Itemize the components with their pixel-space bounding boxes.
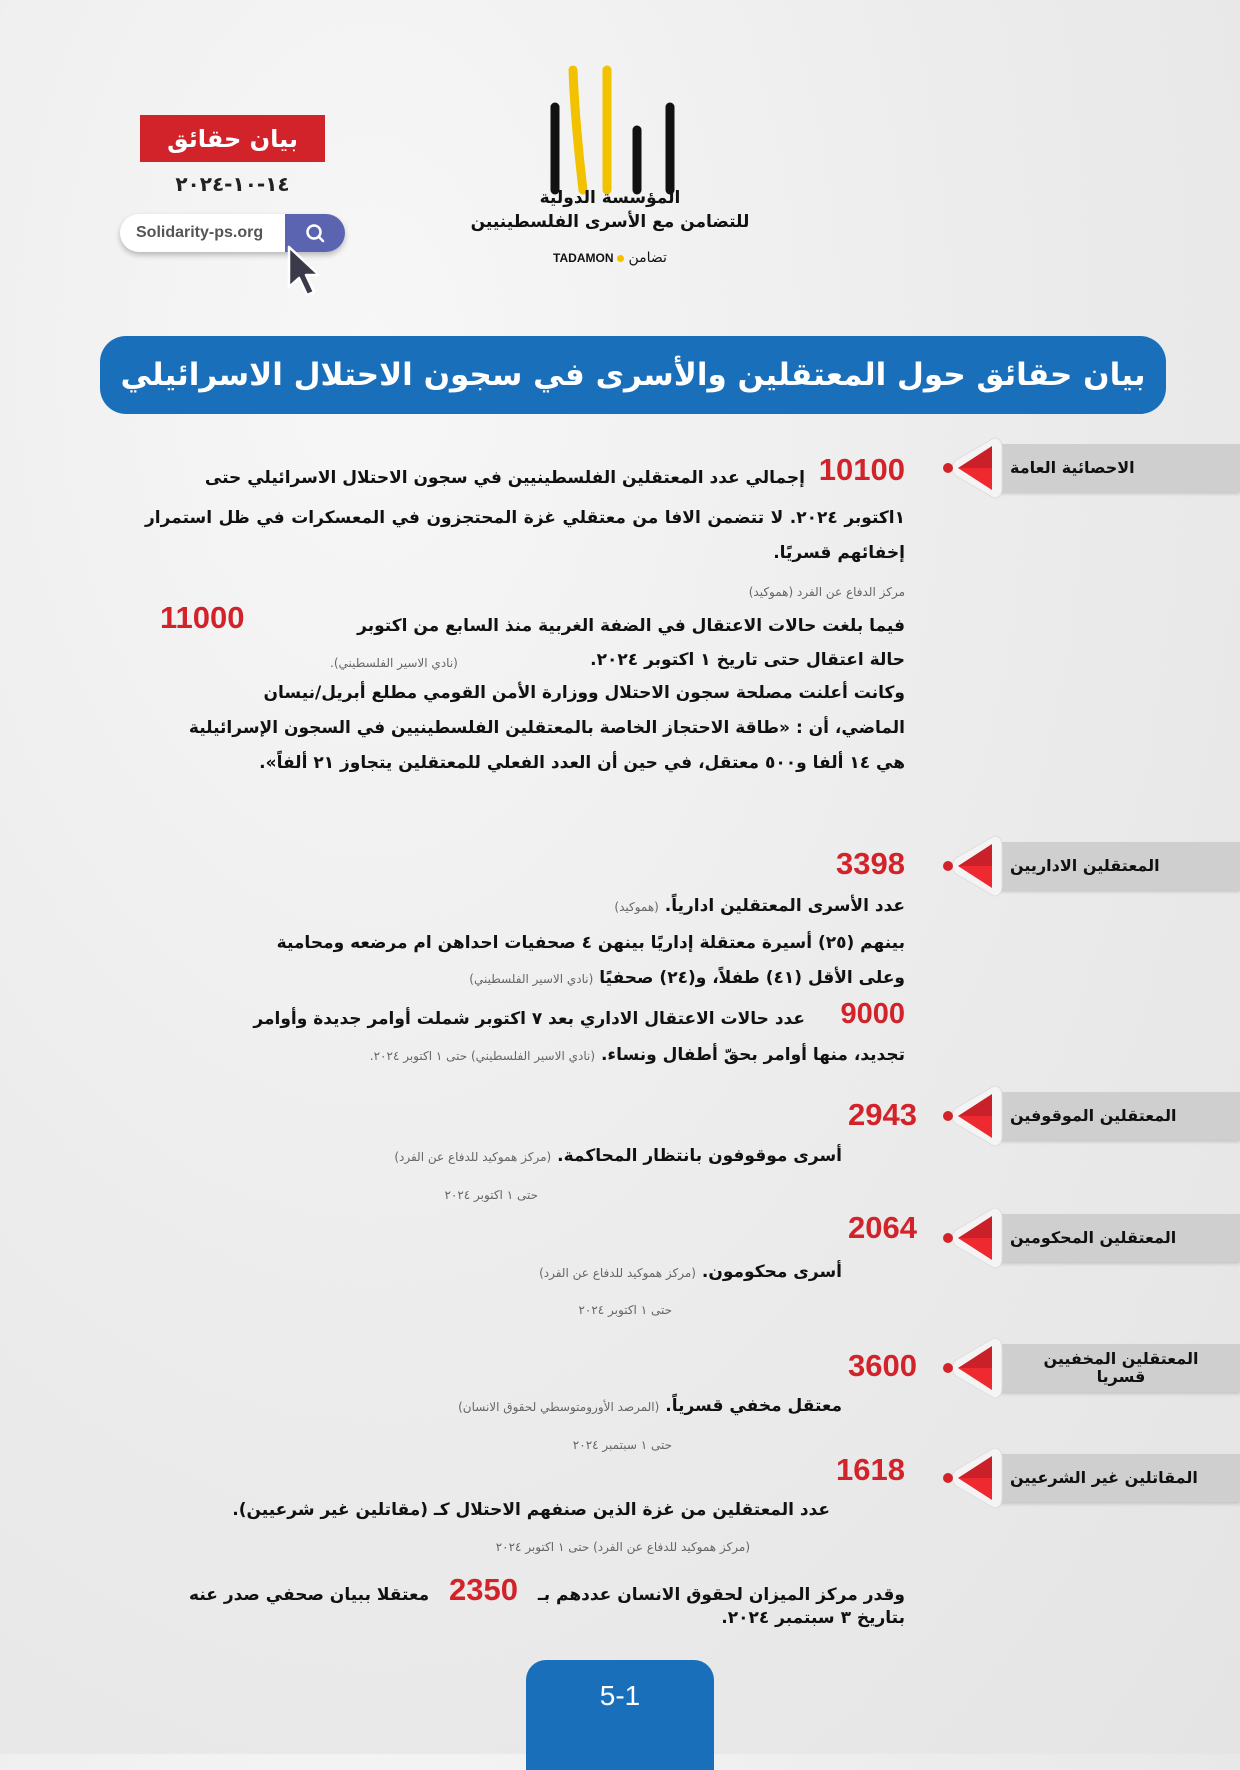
sentenced-date: حتى ١ اكتوبر ٢٠٢٤ <box>578 1303 672 1317</box>
general-line-1: إجمالي عدد المعتقلين الفلسطينيين في سجون الاحتلال الاسرائيلي حتى <box>204 468 805 488</box>
stat-number-westbank: 11000 <box>160 600 245 635</box>
section-tab-general-stats <box>940 436 1240 500</box>
general-source: مركز الدفاع عن الفرد (هموكيد) <box>748 585 905 599</box>
administrative-orders-line-2 <box>370 1045 905 1065</box>
westbank-line-1: فيما بلغت حالات الاعتقال في الضفة الغربية منذ السابع من اكتوبر <box>357 616 905 636</box>
stat-number-total: 10100 <box>818 452 905 487</box>
tab-label <box>1010 1344 1232 1392</box>
pending-line <box>394 1146 842 1166</box>
sentenced-line <box>539 1262 842 1282</box>
page-title: بيان حقائق حول المعتقلين والأسرى في سجون الاحتلال الاسرائيلي <box>100 336 1166 414</box>
stat-number-sentenced: 2064 <box>848 1210 917 1245</box>
stat-number-pending: 2943 <box>848 1097 917 1132</box>
tab-label: المعتقلين الموقوفين <box>1010 1106 1177 1125</box>
disappeared-source: (المرصد الأورومتوسطي لحقوق الانسان) <box>458 1400 660 1414</box>
almezan-line-1 <box>189 1572 905 1608</box>
org-name-line2: للتضامن مع الأسرى الفلسطينيين <box>470 212 750 232</box>
tab-label: المقاتلين غير الشرعيين <box>1010 1468 1198 1487</box>
tab-label: المعتقلين المحكومين <box>1010 1228 1177 1247</box>
pending-date: حتى ١ اكتوبر ٢٠٢٤ <box>444 1188 538 1202</box>
brand-line <box>440 250 780 266</box>
unlawful-combatants-text: عدد المعتقلين من غزة الذين صنفهم الاحتلال كـ (مقاتلين غير شرعيين). <box>232 1500 830 1520</box>
unlawful-combatants-source: (مركز هموكيد للدفاع عن الفرد) حتى ١ اكتوبر ٢٠٢٤ <box>495 1540 750 1554</box>
red-arrow-icon <box>932 430 1008 506</box>
section-tab-unlawful-combatants <box>940 1446 1240 1510</box>
red-arrow-icon <box>932 1078 1008 1154</box>
page-number: 5-1 <box>526 1660 714 1770</box>
red-arrow-icon <box>932 1330 1008 1406</box>
almezan-text-before: وقدر مركز الميزان لحقوق الانسان عددهم بـ <box>537 1585 905 1605</box>
administrative-orders-text: عدد حالات الاعتقال الاداري بعد ٧ اكتوبر شملت أوامر جديدة وأوامر <box>253 1009 805 1029</box>
brand-dot-icon <box>617 255 624 262</box>
red-arrow-icon <box>932 1440 1008 1516</box>
administrative-children-source: (نادي الاسير الفلسطيني) <box>469 972 594 986</box>
administrative-orders-source: (نادي الاسير الفلسطيني) حتى ١ اكتوبر ٢٠٢٤. <box>369 1049 596 1063</box>
disappeared-date: حتى ١ سبتمبر ٢٠٢٤ <box>572 1438 672 1452</box>
tadamon-logo-icon <box>545 62 695 197</box>
tab-label: الاحصائية العامة <box>1010 458 1135 477</box>
section-tab-sentenced <box>940 1206 1240 1270</box>
administrative-children-line <box>469 968 905 988</box>
pending-source: (مركز هموكيد للدفاع عن الفرد) <box>394 1150 552 1164</box>
westbank-line-2: حالة اعتقال حتى تاريخ ١ اكتوبر ٢٠٢٤. <box>590 650 905 670</box>
administrative-source: (هموكيد) <box>614 900 659 914</box>
red-arrow-icon <box>932 1200 1008 1276</box>
document-type-badge: بيان حقائق <box>140 115 325 162</box>
capacity-line-3: هي ١٤ ألفا و٥٠٠ معتقل، في حين أن العدد الفعلي للمعتقلين يتجاوز ٢١ ألفاً». <box>259 753 905 773</box>
tab-label-line1: المعتقلين المخفيين <box>1043 1349 1199 1368</box>
administrative-orders-text-2: تجديد، منها أوامر بحقّ أطفال ونساء. <box>600 1045 905 1065</box>
section-tab-administrative <box>940 834 1240 898</box>
section-tab-forcibly-disappeared <box>940 1336 1240 1400</box>
stat-number-admin-orders: 9000 <box>840 998 905 1030</box>
website-url[interactable]: Solidarity-ps.org <box>136 224 264 241</box>
general-line-3: إخفائهم قسريًا. <box>773 543 905 563</box>
brand-name-en: TADAMON <box>553 251 614 265</box>
disappeared-line <box>458 1396 842 1416</box>
org-name-line1: المؤسسة الدولية <box>539 188 681 208</box>
capacity-line-1: وكانت أعلنت مصلحة سجون الاحتلال ووزارة الأمن القومي مطلع أبريل/نيسان <box>263 683 905 703</box>
pointer-cursor-icon <box>285 245 325 300</box>
administrative-orders-line-1 <box>840 998 905 1031</box>
capacity-line-2: الماضي، أن : «طاقة الاحتجاز الخاصة بالمعتقلين الفلسطينيين في السجون الإسرائيلية <box>188 718 905 738</box>
red-arrow-icon <box>932 828 1008 904</box>
section-tab-detained-pending <box>940 1084 1240 1148</box>
organization-name <box>440 186 780 234</box>
stat-number-almezan: 2350 <box>449 1572 518 1607</box>
stat-number-administrative: 3398 <box>836 846 905 881</box>
tab-label-line2: قسريا <box>1096 1367 1146 1386</box>
administrative-children-text: وعلى الأقل (٤١) طفلاً، و(٢٤) صحفيًا <box>599 968 905 988</box>
disappeared-text: معتقل مخفي قسرياً. <box>665 1396 842 1416</box>
administrative-text: عدد الأسرى المعتقلين ادارياً. <box>664 896 905 916</box>
tab-label: المعتقلين الاداريين <box>1010 856 1160 875</box>
almezan-text-after: معتقلا ببيان صحفي صدر عنه <box>189 1585 430 1605</box>
sentenced-text: أسرى محكومون. <box>701 1262 842 1282</box>
westbank-source: (نادي الاسير الفلسطيني). <box>330 656 458 670</box>
document-date: ١٤-١٠-٢٠٢٤ <box>175 172 290 196</box>
sentenced-source: (مركز هموكيد للدفاع عن الفرد) <box>539 1266 696 1280</box>
pending-text: أسرى موقوفون بانتظار المحاكمة. <box>557 1146 842 1166</box>
general-line-2: ١اكتوبر ٢٠٢٤. لا تتضمن الافا من معتقلي غزة المحتجزون في المعسكرات في ظل استمرار <box>145 508 905 528</box>
almezan-line-2: بتاريخ ٣ سبتمبر ٢٠٢٤. <box>721 1608 905 1628</box>
search-icon <box>304 222 326 244</box>
stat-number-unlawful-combatants: 1618 <box>836 1452 905 1487</box>
administrative-line-1 <box>614 896 905 916</box>
administrative-women-line: بينهم (٢٥) أسيرة معتقلة إداريًا بينهن ٤ صحفيات احداهن ام مرضعه ومحامية <box>276 933 905 953</box>
brand-name-ar: تضامن <box>628 250 667 266</box>
stat-number-disappeared: 3600 <box>848 1348 917 1383</box>
